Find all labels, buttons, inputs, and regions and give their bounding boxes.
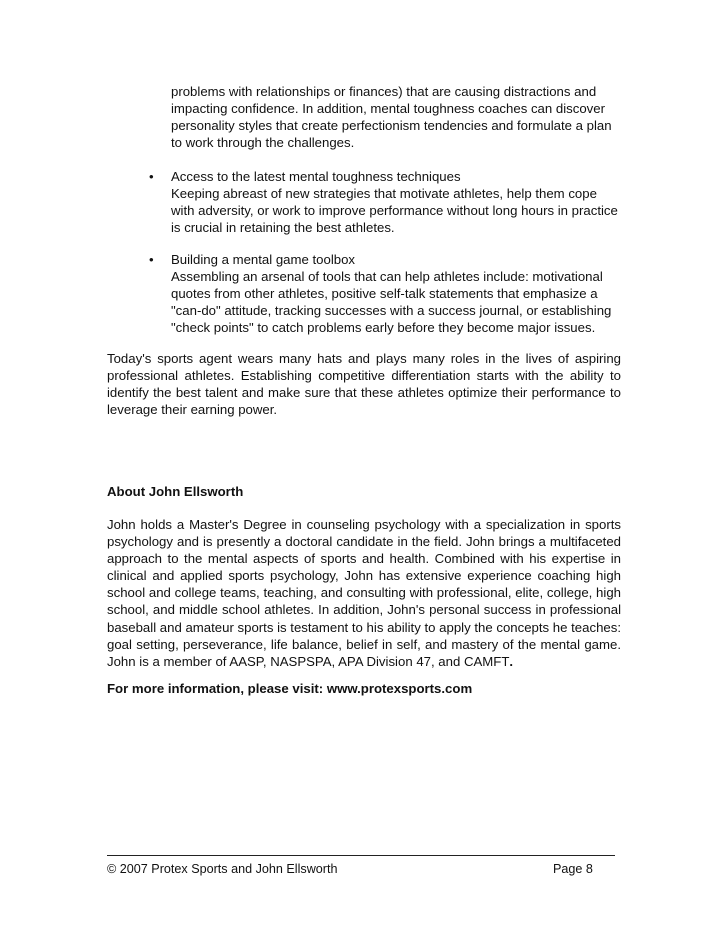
bullet-marker: •	[149, 169, 154, 184]
bullet-body: Assembling an arsenal of tools that can help athletes include: motivational quotes from other athletes, positive self-talk statements that emphasize a "can-do" attitude, tracking successes with a success journal, or establishing "check points" to catch problems early before they become major issues.	[171, 269, 612, 336]
bullet-body: Keeping abreast of new strategies that motivate athletes, help them cope with adversity, or work to improve performance without long hours in practice is crucial in retaining the best athletes.	[171, 186, 618, 236]
footer-divider	[107, 855, 615, 856]
bullet-item-mental-toughness-techniques	[171, 168, 621, 236]
more-info-link[interactable]: For more information, please visit: www.protexsports.com	[107, 681, 473, 696]
about-body: John holds a Master's Degree in counseling psychology with a specialization in sports psychology and is presently a doctoral candidate in the field. John brings a multifaceted approach to the mental aspects of sports and health. Combined with his expertise in clinical and applied sports psychology, John has extensive experience coaching high school and college teams, teaching, and consulting with professional, elite, college, high school, and middle school athletes. In addition, John's personal success in professional baseball and amateur sports is testament to his ability to apply the concepts he teaches: goal setting, perseverance, life balance, belief in self, and mastery of the mental game. John is a member of AASP, NASPSPA, APA Division 47, and CAMFT	[107, 517, 621, 669]
footer-copyright: © 2007 Protex Sports and John Ellsworth	[107, 862, 338, 876]
summary-paragraph: Today's sports agent wears many hats and plays many roles in the lives of aspiring professional athletes. Establishing competitive differentiation starts with the ability to identify the best talent and make sure that these athletes optimize their performance to leverage their earning power.	[107, 351, 621, 418]
footer-page-number: Page 8	[553, 862, 593, 876]
bullet-continuation-text: problems with relationships or finances) that are causing distractions and impacting confidence. In addition, mental toughness coaches can discover personality styles that create perfectionism tendencies and formulate a plan to work through the challenges.	[171, 84, 612, 151]
bullet-marker: •	[149, 252, 154, 267]
bullet-item-mental-game-toolbox	[171, 251, 621, 336]
about-heading: About John Ellsworth	[107, 484, 244, 499]
about-body-end: .	[509, 653, 514, 669]
bullet-title: Building a mental game toolbox	[171, 252, 356, 267]
bullet-title: Access to the latest mental toughness techniques	[171, 169, 461, 184]
about-paragraph	[107, 516, 621, 670]
